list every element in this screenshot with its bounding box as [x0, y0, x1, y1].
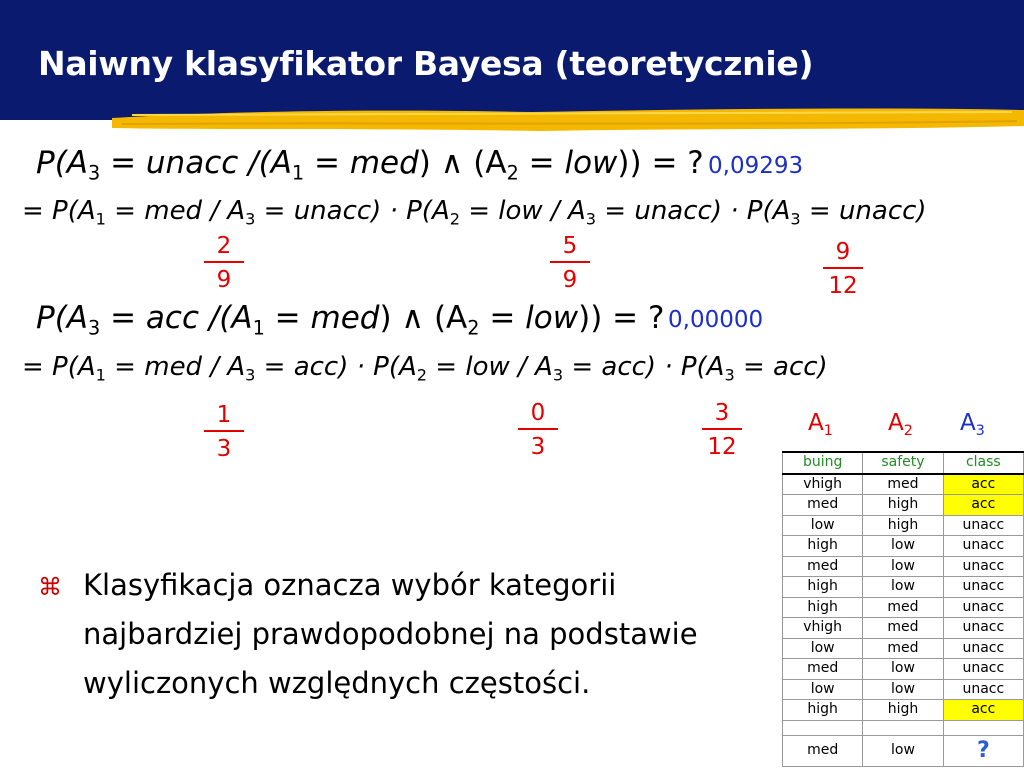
fraction-2: 5 9: [548, 233, 592, 293]
formula-expansion-acc: = $P(A_1$ = med / $A_3 = acc) \cdot P(A_2$ = low / $A_3 = acc) \cdot P(A_3 = acc)$: [22, 352, 828, 385]
table-header-cell: buing: [783, 452, 863, 474]
table-cell: low: [783, 515, 863, 536]
table-cell: high: [783, 577, 863, 598]
table-row: [783, 556, 1024, 577]
table-cell: med: [783, 495, 863, 516]
result-unacc: 0,09293: [708, 153, 804, 179]
bullet-text: [83, 561, 783, 708]
column-label-a1: $A_1$: [808, 410, 833, 439]
table-cell: acc: [943, 700, 1023, 721]
table-row: [783, 577, 1024, 598]
fraction-1: 2 9: [202, 233, 246, 293]
query-cell: low: [863, 735, 943, 766]
table-row: [783, 618, 1024, 639]
table-cell: med: [863, 597, 943, 618]
table-cell: low: [783, 679, 863, 700]
table-row: [783, 536, 1024, 557]
table-row: [783, 638, 1024, 659]
table-cell: med: [783, 659, 863, 680]
table-cell: low: [863, 556, 943, 577]
fraction-4: 1 3: [202, 402, 246, 462]
table-cell: vhigh: [783, 618, 863, 639]
table-cell: unacc: [943, 536, 1023, 557]
table-header-cell: safety: [863, 452, 943, 474]
formula-query-acc: $P(A_3$ = acc $/(A_1 = med)$ ∧ $(A_2 = low)$) = ?: [36, 300, 665, 340]
training-data-table: [782, 451, 1024, 767]
table-cell: low: [863, 536, 943, 557]
bullet-line: Klasyfikacja oznacza wybór kategorii: [83, 568, 617, 602]
bullet-line: wyliczonych względnych częstości.: [83, 666, 591, 700]
bullet-line: najbardziej prawdopodobnej na podstawie: [83, 617, 698, 651]
slide-title: Naiwny klasyfikator Bayesa (teoretycznie): [38, 44, 814, 83]
column-label-a2: $A_2$: [888, 410, 913, 439]
table-cell: acc: [943, 495, 1023, 516]
table-row: [783, 495, 1024, 516]
title-bar: [0, 0, 1024, 120]
table-cell: med: [863, 638, 943, 659]
table-cell: acc: [943, 474, 1023, 495]
fraction-3: 9 12: [821, 239, 865, 299]
table-cell: med: [863, 474, 943, 495]
table-cell: unacc: [943, 618, 1023, 639]
table-cell: vhigh: [783, 474, 863, 495]
z-bullet-icon: ⌘: [38, 574, 62, 601]
table-header-row: [783, 452, 1024, 474]
table-row: [783, 515, 1024, 536]
table-cell: high: [863, 495, 943, 516]
fraction-5: 0 3: [516, 400, 560, 460]
table-cell: high: [783, 700, 863, 721]
column-label-a3: $A_3$: [960, 410, 985, 439]
table-spacer-row: [783, 720, 1024, 735]
table-cell: unacc: [943, 659, 1023, 680]
table-cell: high: [863, 515, 943, 536]
table-cell: unacc: [943, 679, 1023, 700]
table-cell: unacc: [943, 577, 1023, 598]
query-class-unknown: ?: [943, 735, 1023, 766]
decorative-brush-stripe: [112, 106, 1024, 134]
table-cell: unacc: [943, 515, 1023, 536]
table-row: [783, 659, 1024, 680]
table-cell: low: [783, 638, 863, 659]
query-cell: med: [783, 735, 863, 766]
table-cell: high: [783, 536, 863, 557]
table-row: [783, 474, 1024, 495]
table-cell: low: [863, 577, 943, 598]
result-acc: 0,00000: [668, 307, 764, 333]
table-cell: low: [863, 679, 943, 700]
table-row: [783, 700, 1024, 721]
table-cell: med: [863, 618, 943, 639]
table-cell: high: [783, 597, 863, 618]
fraction-6: 3 12: [700, 400, 744, 460]
table-cell: unacc: [943, 638, 1023, 659]
table-cell: low: [863, 659, 943, 680]
table-row: [783, 679, 1024, 700]
table-cell: unacc: [943, 597, 1023, 618]
table-cell: unacc: [943, 556, 1023, 577]
table-row: [783, 597, 1024, 618]
formula-query-unacc: $P(A_3$ = unacc $/(A_1 = med)$ ∧ $(A_2 = low)$) = ?: [36, 145, 704, 185]
table-cell: med: [783, 556, 863, 577]
table-header-cell: class: [943, 452, 1023, 474]
query-row: [783, 735, 1024, 766]
formula-expansion-unacc: = $P(A_1$ = med / $A_3$ = unacc) · $P(A_2$ = low / $A_3$ = unacc) · $P(A_3$ = unacc): [22, 196, 927, 229]
table-cell: high: [863, 700, 943, 721]
